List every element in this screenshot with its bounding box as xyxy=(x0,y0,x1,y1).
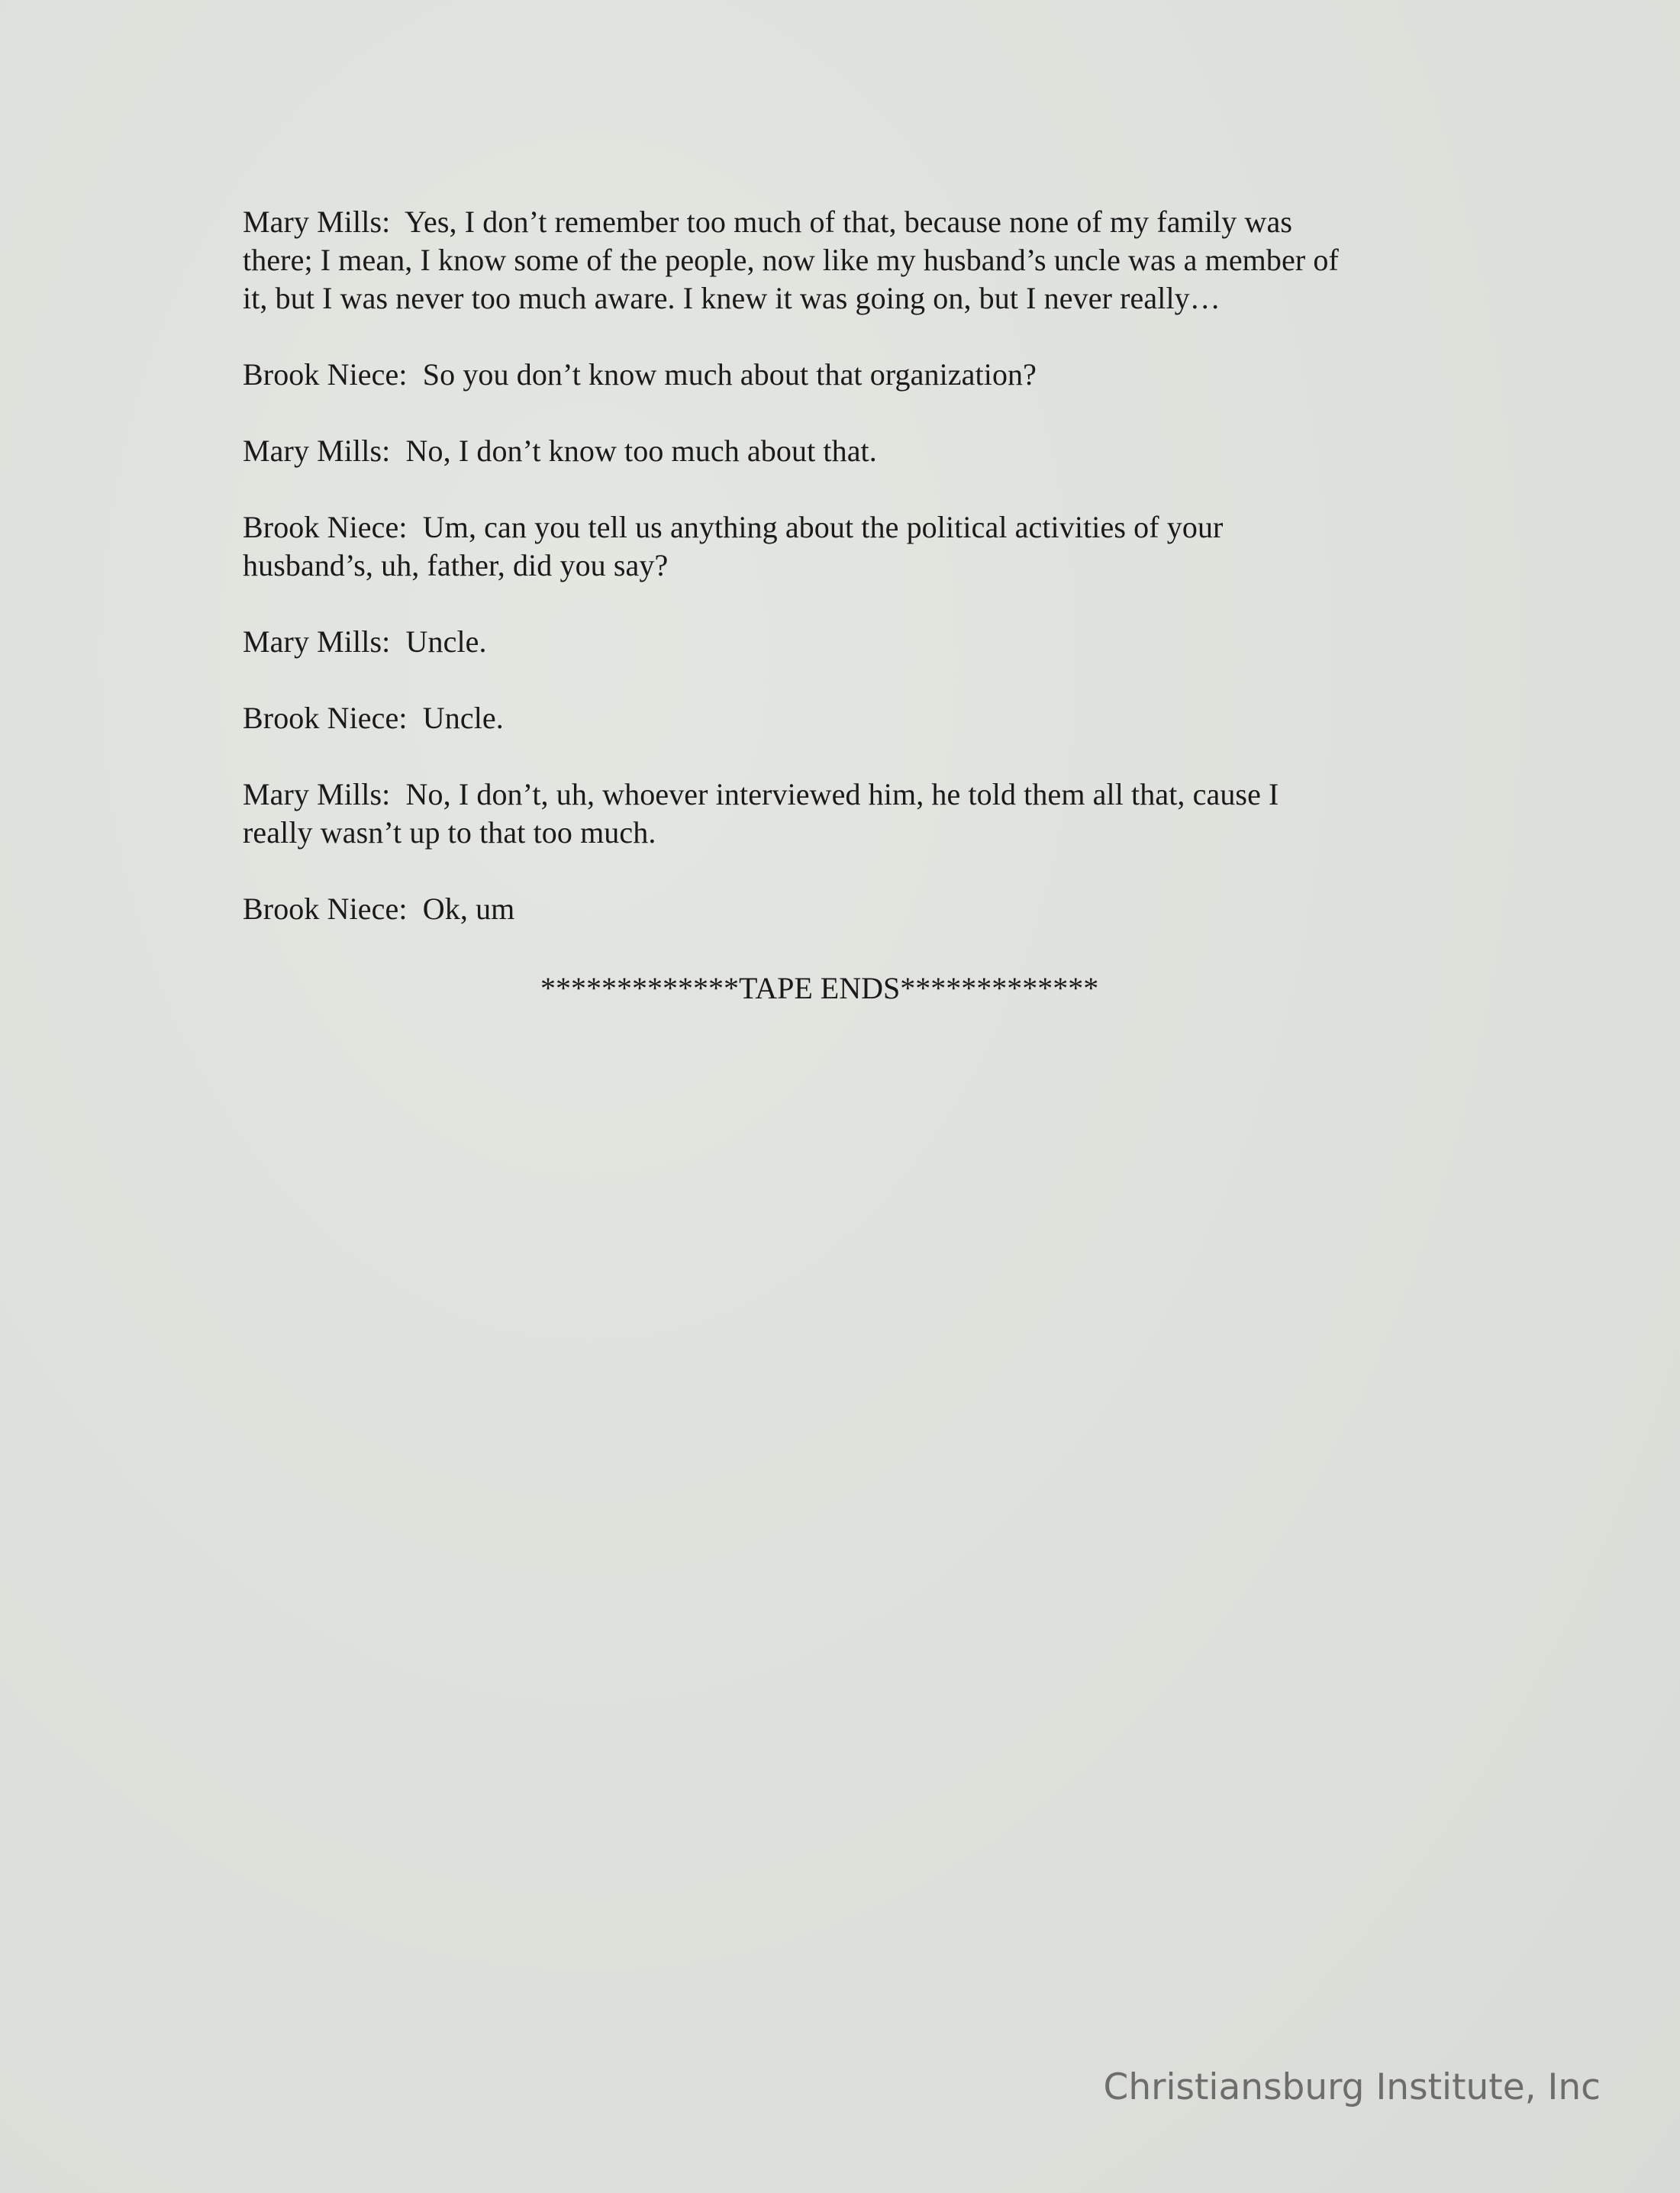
transcript-line xyxy=(243,776,1479,814)
transcript-line xyxy=(243,623,1479,661)
transcript-line xyxy=(243,356,1479,394)
speaker-name: Brook Niece: xyxy=(243,357,408,392)
transcript-turn xyxy=(243,356,1479,394)
speaker-name: Brook Niece: xyxy=(243,510,408,544)
transcript-line xyxy=(243,432,1479,470)
transcript-turn xyxy=(243,508,1479,585)
transcript-line xyxy=(243,203,1479,241)
utterance-text: No, I don’t know too much about that. xyxy=(405,434,877,468)
transcript-turn xyxy=(243,623,1479,661)
transcript-line: it, but I was never too much aware. I knew it was going on, but I never really… xyxy=(243,281,1220,315)
speaker-name: Brook Niece: xyxy=(243,892,408,926)
speaker-name: Mary Mills: xyxy=(243,205,391,239)
utterance-text: Yes, I don’t remember too much of that, because none of my family was xyxy=(405,205,1292,239)
tape-ends-marker: *************TAPE ENDS************* xyxy=(540,971,1099,1005)
watermark-text: Christiansburg Institute, Inc xyxy=(1103,2066,1601,2108)
transcript-line xyxy=(243,699,1479,737)
transcript-turn xyxy=(243,432,1479,470)
speaker-name: Mary Mills: xyxy=(243,777,391,811)
transcript-line: husband’s, uh, father, did you say? xyxy=(243,548,669,582)
transcript-line: there; I mean, I know some of the people, now like my husband’s uncle was a member of xyxy=(243,243,1339,277)
speaker-name: Mary Mills: xyxy=(243,624,391,659)
speaker-name: Brook Niece: xyxy=(243,701,408,735)
utterance-text: No, I don’t, uh, whoever interviewed him, he told them all that, cause I xyxy=(405,777,1279,811)
utterance-text: Ok, um xyxy=(422,892,515,926)
transcript-turn xyxy=(243,699,1479,737)
transcript-turn xyxy=(243,203,1479,318)
speaker-name: Mary Mills: xyxy=(243,434,391,468)
transcript-turn xyxy=(243,890,1479,928)
transcript-body xyxy=(243,203,1479,966)
transcript-line: really wasn’t up to that too much. xyxy=(243,815,656,850)
utterance-text: Um, can you tell us anything about the political activities of your xyxy=(422,510,1224,544)
transcript-line xyxy=(243,508,1479,547)
utterance-text: So you don’t know much about that organization? xyxy=(422,357,1037,392)
transcript-turn xyxy=(243,776,1479,852)
utterance-text: Uncle. xyxy=(422,701,504,735)
transcript-line xyxy=(243,890,1479,928)
utterance-text: Uncle. xyxy=(405,624,487,659)
